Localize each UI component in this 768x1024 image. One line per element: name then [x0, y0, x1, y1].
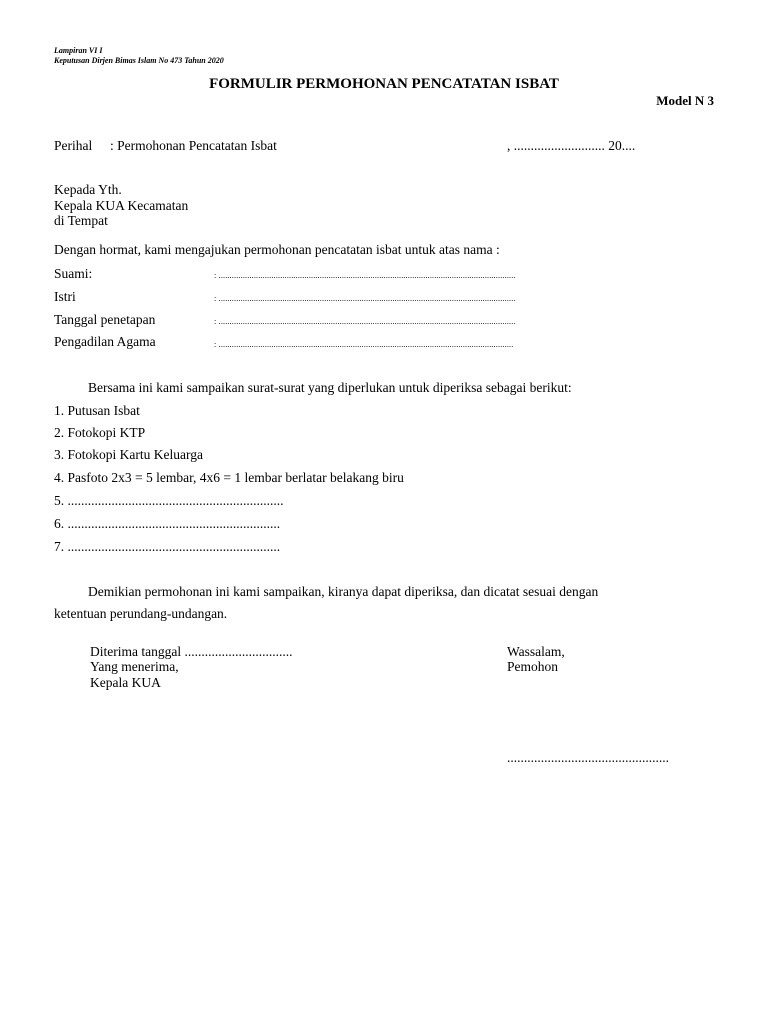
decree-reference: Keputusan Dirjen Bimas Islam No 473 Tahun 2020: [54, 56, 224, 65]
field-input-istri[interactable]: : .......................................................................................................................................: [214, 294, 516, 303]
document-item: 3. Fotokopi Kartu Keluarga: [54, 447, 203, 462]
closing-text: ketentuan perundang-undangan.: [54, 606, 228, 621]
documents-intro: Bersama ini kami sampaikan surat-surat yang diperlukan untuk diperiksa sebagai berikut:: [88, 380, 572, 395]
applicant-signature-field[interactable]: ................................................: [507, 750, 669, 765]
form-title: FORMULIR PERMOHONAN PENCATATAN ISBAT: [209, 76, 559, 92]
receiver-label: Yang menerima,: [90, 659, 179, 674]
kua-head-label: Kepala KUA: [90, 675, 161, 690]
recipient-line: di Tempat: [54, 213, 108, 228]
field-label-istri: Istri: [54, 289, 76, 304]
document-item-blank[interactable]: 6. ...............................................................: [54, 516, 281, 531]
attachment-label: Lampiran VI I: [54, 46, 103, 55]
recipient-line: Kepada Yth.: [54, 182, 122, 197]
perihal-value: : Permohonan Pencatatan Isbat: [110, 138, 277, 153]
closing-text: Demikian permohonan ini kami sampaikan, kiranya dapat diperiksa, dan dicatat sesuai dengan: [88, 584, 599, 599]
perihal-label: Perihal: [54, 138, 93, 153]
field-label-suami: Suami:: [54, 266, 93, 281]
field-label-tanggal: Tanggal penetapan: [54, 312, 156, 327]
applicant-label: Pemohon: [507, 659, 559, 674]
model-code: Model N 3: [656, 93, 714, 108]
recipient-line: Kepala KUA Kecamatan: [54, 198, 189, 213]
date-field[interactable]: , ........................... 20....: [507, 138, 636, 153]
field-input-tanggal[interactable]: : .......................................................................................................................................: [214, 317, 516, 326]
field-input-suami[interactable]: : .......................................................................................................................................: [214, 271, 516, 280]
received-date-field[interactable]: Diterima tanggal ................................: [90, 644, 293, 659]
document-item: 1. Putusan Isbat: [54, 403, 140, 418]
document-item: 4. Pasfoto 2x3 = 5 lembar, 4x6 = 1 lembar berlatar belakang biru: [54, 470, 404, 485]
document-item-blank[interactable]: 5. ................................................................: [54, 493, 284, 508]
document-item-blank[interactable]: 7. ...............................................................: [54, 539, 281, 554]
document-item: 2. Fotokopi KTP: [54, 425, 146, 440]
intro-text: Dengan hormat, kami mengajukan permohonan pencatatan isbat untuk atas nama :: [54, 242, 500, 257]
field-label-pengadilan: Pengadilan Agama: [54, 334, 156, 349]
salutation: Wassalam,: [507, 644, 565, 659]
field-input-pengadilan[interactable]: : ......................................................................................................................................: [214, 340, 514, 349]
